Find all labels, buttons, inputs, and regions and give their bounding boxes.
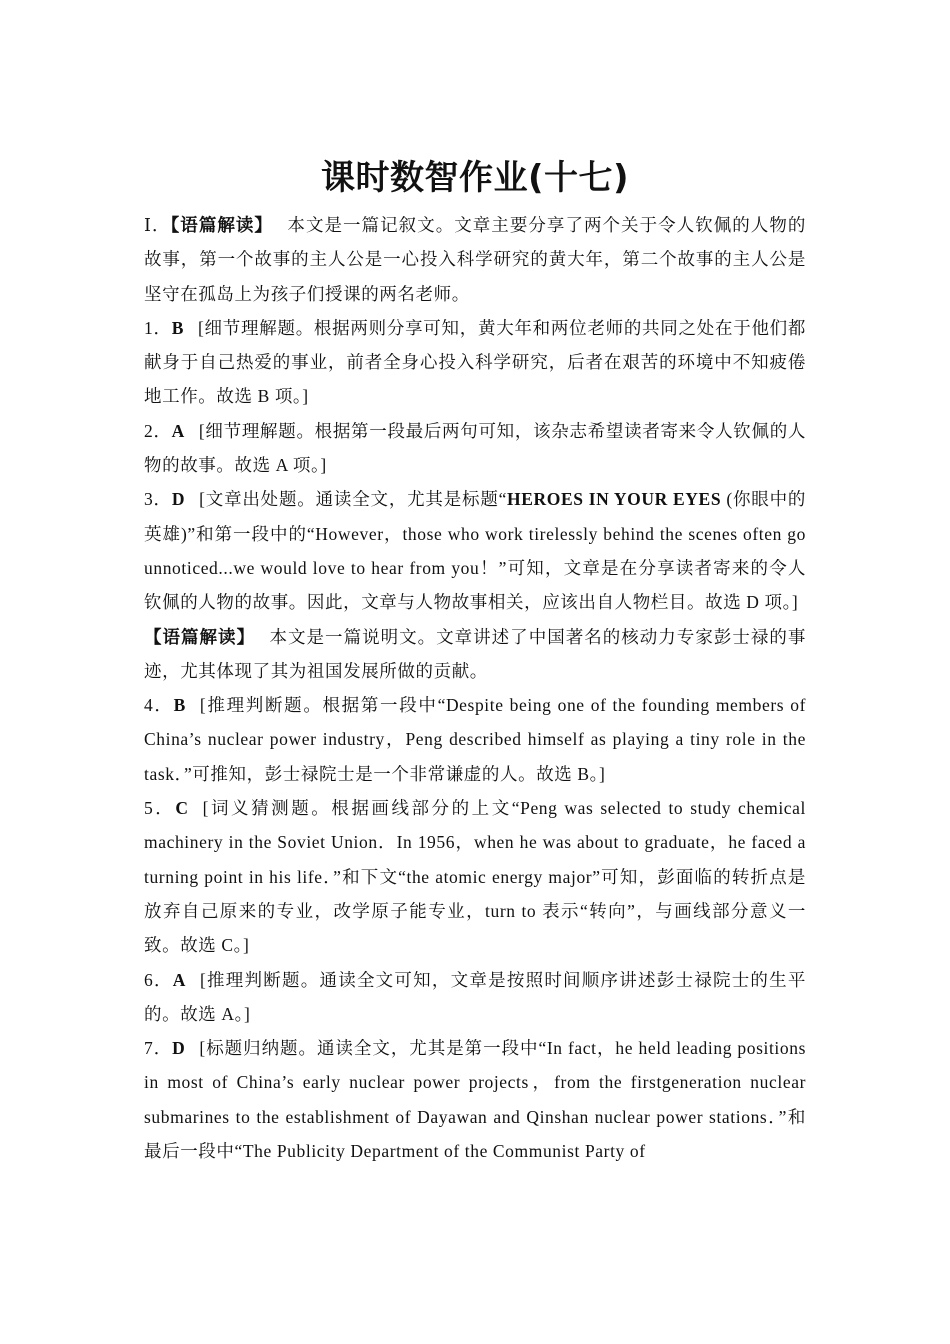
- answer-letter: D: [171, 489, 186, 510]
- question-number: 2．: [144, 420, 172, 441]
- question-6: [144, 963, 806, 1032]
- question-number: 3．: [144, 489, 172, 510]
- answer-explanation: [文章出处题。通读全文，尤其是标题“: [199, 489, 508, 510]
- question-4: [144, 688, 806, 791]
- answer-explanation: [词义猜测题。根据画线部分的上文“Peng was selected to study chemical machinery in the Soviet Union．In 1956，when he was about to graduate，he faced a turning point in his life．”和下文“the atomic energy major”可知，彭面临的转折点是放弃自己原来的专业，改学原子能专业，turn to 表示“转向”，与画线部分意义一致。故选 C。]: [144, 798, 806, 956]
- section1-prefix: Ⅰ．: [144, 215, 171, 235]
- question-number: 5．: [144, 798, 176, 819]
- page-title: 课时数智作业(十七): [320, 158, 630, 198]
- answer-letter: A: [171, 420, 185, 441]
- question-number: 6．: [144, 969, 173, 990]
- question-3: [144, 482, 806, 619]
- question-7: [144, 1031, 806, 1168]
- answer-explanation: [细节理解题。根据第一段最后两句可知，该杂志希望读者寄来令人钦佩的人物的故事。故选 A 项。]: [144, 420, 806, 476]
- question-number: 1．: [144, 317, 172, 338]
- section2-header: 【语篇解读】: [144, 626, 256, 647]
- answer-explanation: [细节理解题。根据两则分享可知，黄大年和两位老师的共同之处在于他们都献身于自己热爱的事业，前者全身心投入科学研究，后者在艰苦的环境中不知疲倦地工作。故选 B 项。]: [144, 317, 806, 407]
- answer-letter: B: [173, 695, 186, 716]
- answer-letter: D: [172, 1038, 186, 1059]
- section1-passage-summary: [144, 208, 806, 311]
- answer-explanation: [推理判断题。根据第一段中“Despite being one of the founding members of China’s nuclear power industry，Peng described himself as playing a tiny role in the task．”可推知，彭士禄院士是一个非常谦虚的人。故选 B。]: [144, 695, 807, 784]
- question-number: 7．: [144, 1038, 173, 1059]
- question-5: [144, 791, 806, 962]
- section2-passage-summary: [144, 620, 806, 689]
- answer-explanation-cont: (你眼中的英雄)”和第一段中的“However，those who work tirelessly behind the scenes often go unnoticed...we would love to hear from you！”可知，文章是在分享读者寄来的令人钦佩的人物的故事。因此，文章与人物故事相关，应该出自人物栏目。故选 D 项。]: [144, 489, 806, 613]
- document-body: [144, 208, 806, 1168]
- article-title-quote: HEROES IN YOUR EYES: [507, 489, 722, 510]
- question-2: [144, 414, 806, 483]
- answer-letter: C: [175, 798, 189, 819]
- section1-text: 本文是一篇记叙文。文章主要分享了两个关于令人钦佩的人物的故事，第一个故事的主人公是一心投入科学研究的黄大年，第二个故事的主人公是坚守在孤岛上为孩子们授课的两名老师。: [144, 215, 806, 304]
- answer-explanation: [推理判断题。通读全文可知，文章是按照时间顺序讲述彭士禄院士的生平的。故选 A。]: [144, 969, 807, 1024]
- answer-letter: B: [171, 317, 184, 338]
- answer-explanation: [标题归纳题。通读全文，尤其是第一段中“In fact，he held leading positions in most of China’s early nuclear power projects，from the firstgeneration nuclear submarines to the establishment of Dayawan and Qinshan nuclear power stations．”和最后一段中“The Publicity Department of the Communist Party of: [144, 1038, 806, 1162]
- question-number: 4．: [144, 695, 174, 716]
- section2-text: 本文是一篇说明文。文章讲述了中国著名的核动力专家彭士禄的事迹，尤其体现了其为祖国发展所做的贡献。: [144, 626, 806, 681]
- question-1: [144, 311, 806, 414]
- section1-header: 【语篇解读】: [170, 215, 273, 235]
- answer-letter: A: [172, 969, 186, 990]
